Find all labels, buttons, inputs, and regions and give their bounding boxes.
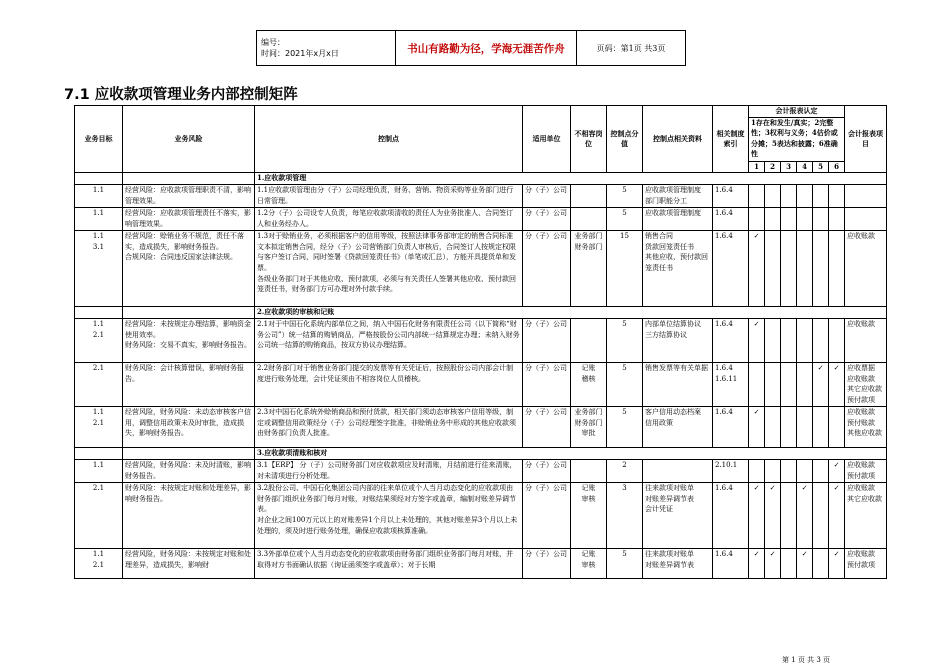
cell-incompatible: 记账 稽核 [571, 363, 607, 407]
cell-score: 5 [607, 319, 643, 363]
cell-goal: 2.1 [75, 483, 123, 549]
cell-docs: 内部单位结算协议 三方结算协议 [643, 319, 713, 363]
cell-index: 1.6.4 [713, 231, 749, 307]
cell-risk: 经营风险，财务风险：未动态审核客户信用，调整信用政策未及时审批，造成损失，影响财务报告。 [123, 407, 255, 448]
col-accounting-group: 会计报表认定 [749, 106, 845, 118]
cell-docs [643, 460, 713, 483]
cell-score: 15 [607, 231, 643, 307]
table-row [75, 231, 887, 307]
cell-incompatible: 业务部门 财务部门 审批 [571, 407, 607, 448]
assertion-3: 3 [781, 161, 797, 173]
cell-incompatible [571, 460, 607, 483]
cell-report-item: 应收账款 [845, 231, 887, 307]
table-row [75, 407, 887, 448]
page-footer: 第 1 页 共 3 页 [782, 656, 831, 664]
check-mark: ✓ [829, 549, 845, 579]
table-row [75, 185, 887, 208]
cell-score: 5 [607, 185, 643, 208]
cell-docs: 应收款项管理制度 [643, 208, 713, 231]
col-report-item: 会计报表项目 [845, 106, 887, 173]
cell-docs: 销售发票等有关单据 [643, 363, 713, 407]
cell-risk: 财务风险：未按规定对账和处理差异，影响财务报告。 [123, 483, 255, 549]
section-row [75, 448, 887, 460]
col-index: 相关制度索引 [713, 106, 749, 173]
cell-goal: 1.1 [75, 185, 123, 208]
cell-control: 1.2分（子）公司设专人负责，每笔应收款项清收的责任人为业务批准人、合同签订人和业务经办人。 [255, 208, 523, 231]
cell-risk: 经营风险：赊销业务不规范，责任不落实，造成损失，影响财务报告。 合规风险：合同违反国家法律法规。 [123, 231, 255, 307]
col-risk: 业务风险 [123, 106, 255, 173]
cell-goal: 1.1 2.1 [75, 319, 123, 363]
cell-docs: 客户信用动态档案 信用政策 [643, 407, 713, 448]
cell-incompatible: 记账 审核 [571, 549, 607, 579]
cell-risk: 经营风险，财务风险：未按规定对账和处理差异，造成损失，影响财 [123, 549, 255, 579]
document-header [256, 30, 686, 66]
table-row [75, 483, 887, 549]
section-row [75, 307, 887, 319]
cell-goal: 2.1 [75, 363, 123, 407]
cell-unit: 分（子）公司 [523, 483, 571, 549]
col-goal: 业务目标 [75, 106, 123, 173]
check-mark: ✓ [749, 407, 765, 448]
table-row [75, 363, 887, 407]
cell-score: 5 [607, 363, 643, 407]
cell-index: 1.6.4 [713, 185, 749, 208]
check-mark: ✓ [765, 549, 781, 579]
section-row [75, 173, 887, 185]
cell-goal: 1.1 2.1 [75, 407, 123, 448]
check-mark: ✓ [765, 483, 781, 549]
time-label: 时间：2021年x月x日 [261, 49, 339, 58]
cell-risk: 财务风险：会计核算错误，影响财务报告。 [123, 363, 255, 407]
check-mark: ✓ [829, 460, 845, 483]
cell-goal: 1.1 3.1 [75, 231, 123, 307]
cell-incompatible [571, 319, 607, 363]
cell-docs: 应收款项管理制度 部门职能分工 [643, 185, 713, 208]
cell-control: 3.2股份公司、中国石化集团公司内部的往来单位或个人当月动态变化的应收款项由财务部门组织业务部门每月对账，对账结果须经对方签字或盖章，编制对账差异调节表。 对企业之间100万元以上的对账差异1个月以上未处理的，其他对账差异3个月以上未处理的，须及时进行账务处理，确保应收款项核算准确。 [255, 483, 523, 549]
cell-report-item: 应收账款 预付款项 [845, 549, 887, 579]
cell-control: 1.3对于赊销业务，必须根据客户的信用等级，按照法律事务部审定的销售合同标准文本拟定销售合同，经分（子）公司营销部门负责人审核后，合同签订人按规定权限与客户签订合同，同时签署《贷款回笼责任书》（单笔或汇总），方能开具提货单和发票。 各级业务部门对于其他应收、预付款项，必须与有关责任人签署其他应收、预付款回笼责任书，财务部门方可办理对外付款手续。 [255, 231, 523, 307]
cell-control: 3.3外部单位或个人当月动态变化的应收款项由财务部门组织业务部门每月对账，并取得对方书面确认依据（询证函须签字或盖章）；对于长期 [255, 549, 523, 579]
cell-score: 5 [607, 407, 643, 448]
cell-index: 1.6.4 1.6.11 [713, 363, 749, 407]
page-title: 7.1 应收款项管理业务内部控制矩阵 [64, 87, 298, 103]
cell-report-item [845, 185, 887, 208]
cell-docs: 往来款项对账单 对账差异调节表 会计凭证 [643, 483, 713, 549]
check-mark: ✓ [749, 549, 765, 579]
check-mark: ✓ [797, 483, 813, 549]
cell-index: 1.6.4 [713, 407, 749, 448]
check-mark: ✓ [797, 549, 813, 579]
cell-unit: 分（子）公司 [523, 231, 571, 307]
cell-unit: 分（子）公司 [523, 460, 571, 483]
cell-control: 1.1应收款项管理由分（子）公司经理负责，财务、营销、物资采购等业务部门进行日常管理。 [255, 185, 523, 208]
cell-unit: 分（子）公司 [523, 549, 571, 579]
check-mark: ✓ [829, 363, 845, 407]
cell-score: 3 [607, 483, 643, 549]
cell-index: 2.10.1 [713, 460, 749, 483]
cell-docs: 销售合同 货款回笼责任书 其他应收、预付款回笼责任书 [643, 231, 713, 307]
assertion-4: 4 [797, 161, 813, 173]
cell-risk: 经营风险：应收款项管理责任不落实，影响管理效果。 [123, 208, 255, 231]
cell-incompatible: 记账 审核 [571, 483, 607, 549]
table-row [75, 319, 887, 363]
cell-report-item: 应收账款 预付款项 [845, 460, 887, 483]
cell-risk: 经营风险，财务风险：未及时清账，影响财务报告。 [123, 460, 255, 483]
cell-docs: 往来款项对账单 对账差异调节表 [643, 549, 713, 579]
cell-control: 3.1【ERP】 分（子）公司财务部门对应收款项应及时清账，月结前进行往来清账，对未清项进行分析处理。 [255, 460, 523, 483]
cell-report-item: 应收账款 其它应收款 [845, 483, 887, 549]
section-title: 2.应收款项的审核和记账 [255, 307, 887, 319]
cell-score: 5 [607, 549, 643, 579]
cell-control: 2.1对于中国石化系统内部单位之间，纳入中国石化财务有限责任公司（以下简称“财务公司”）统一结算的购销商品，严格按股份公司内部统一结算规定办理；未纳入财务公司统一结算的购销商品，按双方协议办理结算。 [255, 319, 523, 363]
cell-score: 2 [607, 460, 643, 483]
cell-risk: 经营风险：应收款项管理职责不清，影响管理效果。 [123, 185, 255, 208]
col-control: 控制点 [255, 106, 523, 173]
check-mark: ✓ [813, 363, 829, 407]
assertion-6: 6 [829, 161, 845, 173]
cell-index: 1.6.4 [713, 319, 749, 363]
cell-unit: 分（子）公司 [523, 363, 571, 407]
col-unit: 适用单位 [523, 106, 571, 173]
cell-control: 2.3对中国石化系统外赊销商品和预付货款，相关部门须动态审核客户信用等级，制定或调整信用政策经分（子）公司经理签字批准，非赊销业务中形成的其他应收款须由财务部门负责人批准。 [255, 407, 523, 448]
check-mark: ✓ [829, 483, 845, 549]
cell-unit: 分（子）公司 [523, 407, 571, 448]
table-row [75, 208, 887, 231]
assertion-2: 2 [765, 161, 781, 173]
col-score: 控制点分值 [607, 106, 643, 173]
motto: 书山有路勤为径，学海无涯苦作舟 [396, 31, 577, 66]
section-title: 3.应收款项清账和核对 [255, 448, 887, 460]
cell-report-item: 应收账款 预付账款 其他应收款 [845, 407, 887, 448]
cell-goal: 1.1 2.1 [75, 549, 123, 579]
page-label: 页码：第1页 共3页 [577, 31, 686, 66]
cell-goal: 1.1 [75, 460, 123, 483]
cell-index: 1.6.4 [713, 208, 749, 231]
cell-goal: 1.1 [75, 208, 123, 231]
check-mark: ✓ [749, 483, 765, 549]
cell-report-item [845, 208, 887, 231]
cell-unit: 分（子）公司 [523, 208, 571, 231]
header-meta [257, 31, 396, 66]
table-row [75, 549, 887, 579]
cell-incompatible: 业务部门 财务部门 [571, 231, 607, 307]
check-mark: ✓ [749, 231, 765, 307]
cell-index: 1.6.4 [713, 483, 749, 549]
cell-unit: 分（子）公司 [523, 319, 571, 363]
col-incompatible: 不相容岗位 [571, 106, 607, 173]
col-docs: 控制点相关资料 [643, 106, 713, 173]
check-mark: ✓ [749, 319, 765, 363]
cell-report-item: 应收账款 [845, 319, 887, 363]
assertion-5: 5 [813, 161, 829, 173]
cell-control: 2.2财务部门对于销售业务部门提交的发票等有关凭证后，按照股份公司内部会计制度进行账务处理，会计凭证须由不相容岗位人员稽核。 [255, 363, 523, 407]
assertion-1: 1 [749, 161, 765, 173]
table-row [75, 460, 887, 483]
cell-unit: 分（子）公司 [523, 185, 571, 208]
cell-score: 5 [607, 208, 643, 231]
cell-risk: 经营风险：未按规定办理结算，影响资金使用效率。 财务风险：交易不真实，影响财务报告。 [123, 319, 255, 363]
number-label: 编号： [261, 38, 285, 47]
cell-index: 1.6.4 [713, 549, 749, 579]
cell-report-item: 应收票据 应收账款 其它应收款 预付款项 [845, 363, 887, 407]
cell-incompatible [571, 185, 607, 208]
section-title: 1.应收款项管理 [255, 173, 887, 185]
accounting-assertion-legend: 1存在和发生/真实；2完整性；3权利与义务；4估价或分摊；5表达和披露；6准确性 [749, 117, 845, 161]
control-matrix-table [74, 105, 887, 579]
cell-incompatible [571, 208, 607, 231]
